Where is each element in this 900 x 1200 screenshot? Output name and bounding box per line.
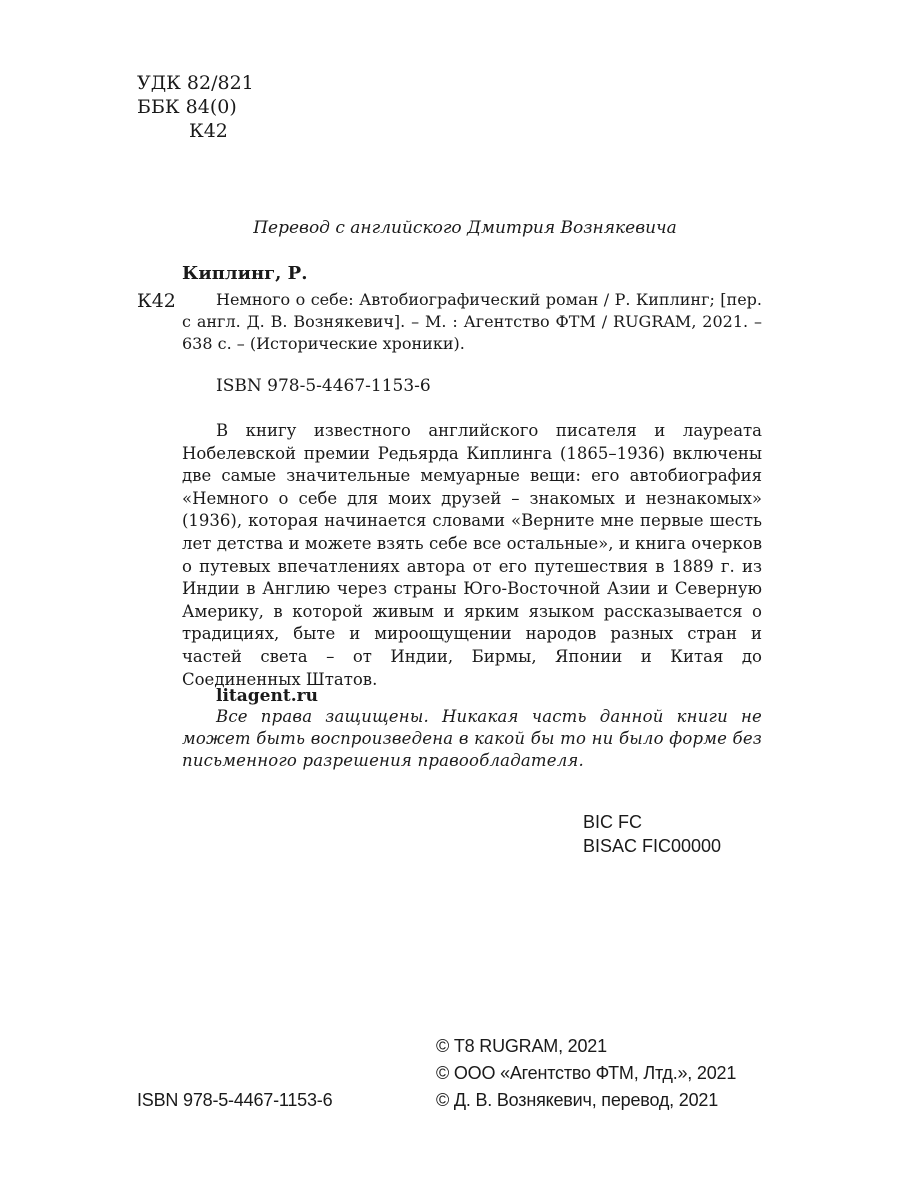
catalog-description: Немного о себе: Автобиографический роман / Р. Киплинг; [пер. с англ. Д. В. Вознякевич]. – М. : Агентство ФТМ / RUGRAM, 2021. – 638 с. – (Исторические хроники). bbox=[182, 290, 762, 353]
udk-code: УДК 82/821 bbox=[137, 72, 254, 94]
classification-block bbox=[137, 71, 254, 143]
rights-text: Все права защищены. Никакая часть данной книги не может быть воспроизведена в какой бы то ни было форме без письменного разрешения правообладателя. bbox=[182, 707, 762, 770]
copyright-block bbox=[436, 1033, 736, 1114]
bbk-code: ББК 84(0) bbox=[137, 96, 237, 118]
bic-code: BIC FC bbox=[583, 812, 643, 832]
bisac-code: BISAC FIC00000 bbox=[583, 836, 722, 856]
bottom-isbn: ISBN 978-5-4467-1153-6 bbox=[137, 1090, 333, 1110]
copyright-line: © Д. В. Вознякевич, перевод, 2021 bbox=[436, 1090, 719, 1110]
annotation-paragraph: В книгу известного английского писателя и лауреата Нобелевской премии Редьярда Киплинга (1865–1936) включены две самые значительные мемуарные вещи: его автобиография «Немного о себе для моих друзей – знакомых и незнакомых» (1936), которая начинается словами «Верните мне первые шесть лет детства и можете взять себе все остальные», и книга очерков о путевых впечатлениях автора от его путешествия в 1889 г. из Индии в Англию через страны Юго-Восточной Азии и Северную Америку, в которой живым и ярким языком рассказывается о традициях, быте и мироощущении народов разных стран и частей света – от Индии, Бирмы, Японии и Китая до Соединенных Штатов. bbox=[182, 421, 762, 689]
rights-notice bbox=[182, 706, 762, 772]
catalog-author-mark: К42 bbox=[137, 290, 176, 312]
subject-codes bbox=[583, 810, 721, 858]
author-mark-top: К42 bbox=[189, 120, 228, 142]
catalog-isbn: ISBN 978-5-4467-1153-6 bbox=[216, 376, 431, 396]
catalog-author-heading: Киплинг, Р. bbox=[182, 263, 308, 284]
litagent-site[interactable]: litagent.ru bbox=[216, 686, 318, 706]
copyright-line: © ООО «Агентство ФТМ, Лтд.», 2021 bbox=[436, 1063, 737, 1083]
translator-line: Перевод с английского Дмитрия Вознякевича bbox=[253, 218, 677, 238]
copyright-line: © Т8 RUGRAM, 2021 bbox=[436, 1036, 607, 1056]
